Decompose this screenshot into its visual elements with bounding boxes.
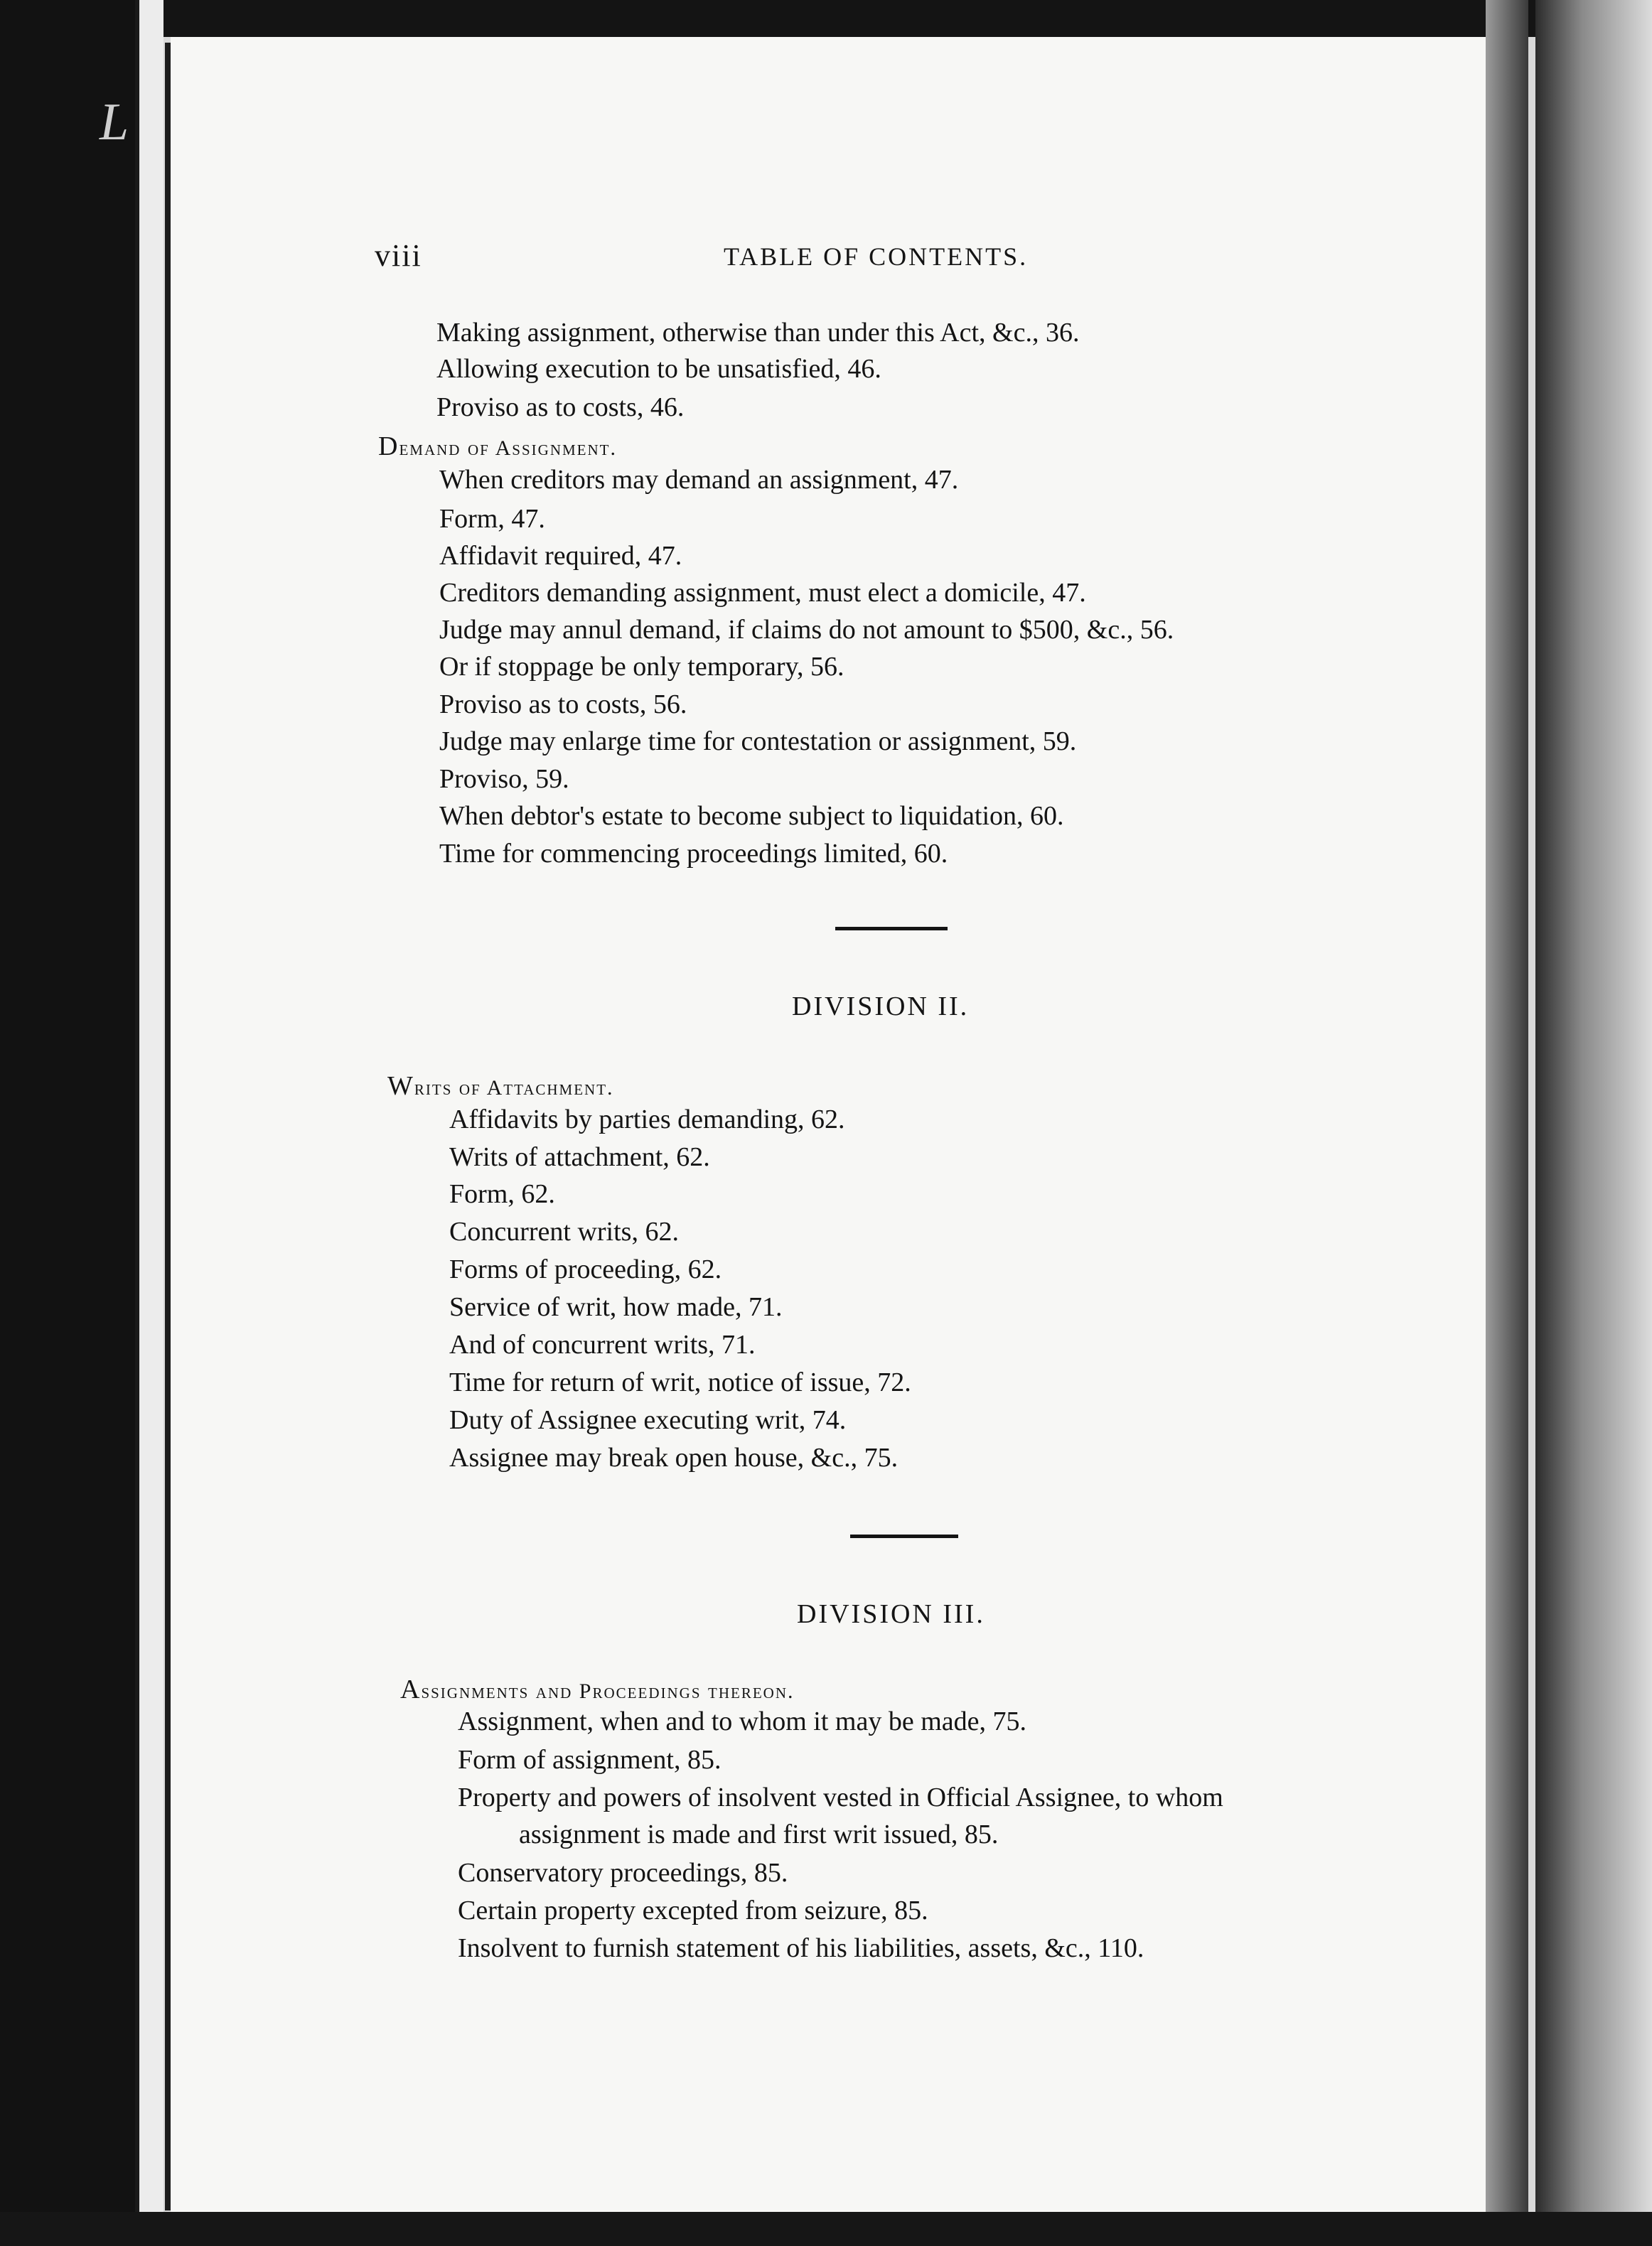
toc-entry: Judge may annul demand, if claims do not amount to $500, &c., 56.	[439, 615, 1174, 645]
toc-entry: Writs of attachment, 62.	[449, 1142, 710, 1172]
toc-entry: Judge may enlarge time for contestation or assignment, 59.	[439, 726, 1077, 756]
toc-entry: Form of assignment, 85.	[458, 1745, 722, 1775]
toc-entry: Proviso, 59.	[439, 764, 569, 794]
toc-entry: Insolvent to furnish statement of his liabilities, assets, &c., 110.	[458, 1933, 1144, 1963]
toc-entry: And of concurrent writs, 71.	[449, 1330, 756, 1360]
toc-entry: Making assignment, otherwise than under this Act, &c., 36.	[436, 318, 1080, 348]
toc-entry: When debtor's estate to become subject to liquidation, 60.	[439, 801, 1064, 831]
page-edge-line	[165, 43, 171, 2210]
toc-entry: Conservatory proceedings, 85.	[458, 1858, 788, 1888]
toc-entry: Proviso as to costs, 46.	[436, 392, 685, 422]
toc-entry: Forms of proceeding, 62.	[449, 1254, 722, 1284]
toc-entry: Duty of Assignee executing writ, 74.	[449, 1405, 847, 1435]
toc-entry: Time for return of writ, notice of issue, 72.	[449, 1368, 911, 1397]
scan-top-border	[0, 0, 1652, 37]
page-right-shadow	[1486, 0, 1528, 2246]
toc-entry-continuation: assignment is made and first writ issued, 85.	[519, 1820, 999, 1849]
toc-entry: Form, 47.	[439, 504, 545, 534]
section-heading-writs: Writs of Attachment.	[387, 1071, 614, 1101]
toc-entry: Affidavits by parties demanding, 62.	[449, 1105, 845, 1134]
toc-entry: Allowing execution to be unsatisfied, 46.	[436, 354, 881, 384]
binding-strip	[135, 0, 163, 2246]
toc-entry: Property and powers of insolvent vested in Official Assignee, to whom	[458, 1783, 1223, 1812]
division-title: DIVISION II.	[792, 992, 970, 1021]
toc-entry: Affidavit required, 47.	[439, 541, 682, 571]
toc-entry: Certain property excepted from seizure, 85.	[458, 1896, 928, 1925]
toc-entry: Concurrent writs, 62.	[449, 1217, 679, 1247]
section-rule	[835, 927, 948, 930]
scan-right-border	[1535, 0, 1652, 2246]
section-rule	[850, 1535, 958, 1538]
page-number: viii	[375, 238, 422, 273]
section-heading-assignments: Assignments and Proceedings thereon.	[400, 1675, 795, 1704]
running-head: TABLE OF CONTENTS.	[724, 242, 1029, 271]
toc-entry: Service of writ, how made, 71.	[449, 1292, 783, 1322]
toc-entry: When creditors may demand an assignment, 47.	[439, 465, 959, 495]
toc-entry: Form, 62.	[449, 1179, 555, 1209]
toc-entry: Creditors demanding assignment, must elect a domicile, 47.	[439, 578, 1086, 608]
toc-entry: Time for commencing proceedings limited, 60.	[439, 839, 948, 869]
toc-entry: Or if stoppage be only temporary, 56.	[439, 652, 844, 682]
scan-bottom-border	[0, 2212, 1652, 2246]
margin-pencil-mark: L	[100, 93, 129, 151]
toc-entry: Assignment, when and to whom it may be made, 75.	[458, 1707, 1026, 1736]
scan-left-border	[0, 0, 135, 2246]
section-heading-demand: Demand of Assignment.	[378, 431, 617, 461]
toc-entry: Proviso as to costs, 56.	[439, 689, 687, 719]
division-title: DIVISION III.	[797, 1599, 985, 1629]
toc-entry: Assignee may break open house, &c., 75.	[449, 1443, 899, 1473]
